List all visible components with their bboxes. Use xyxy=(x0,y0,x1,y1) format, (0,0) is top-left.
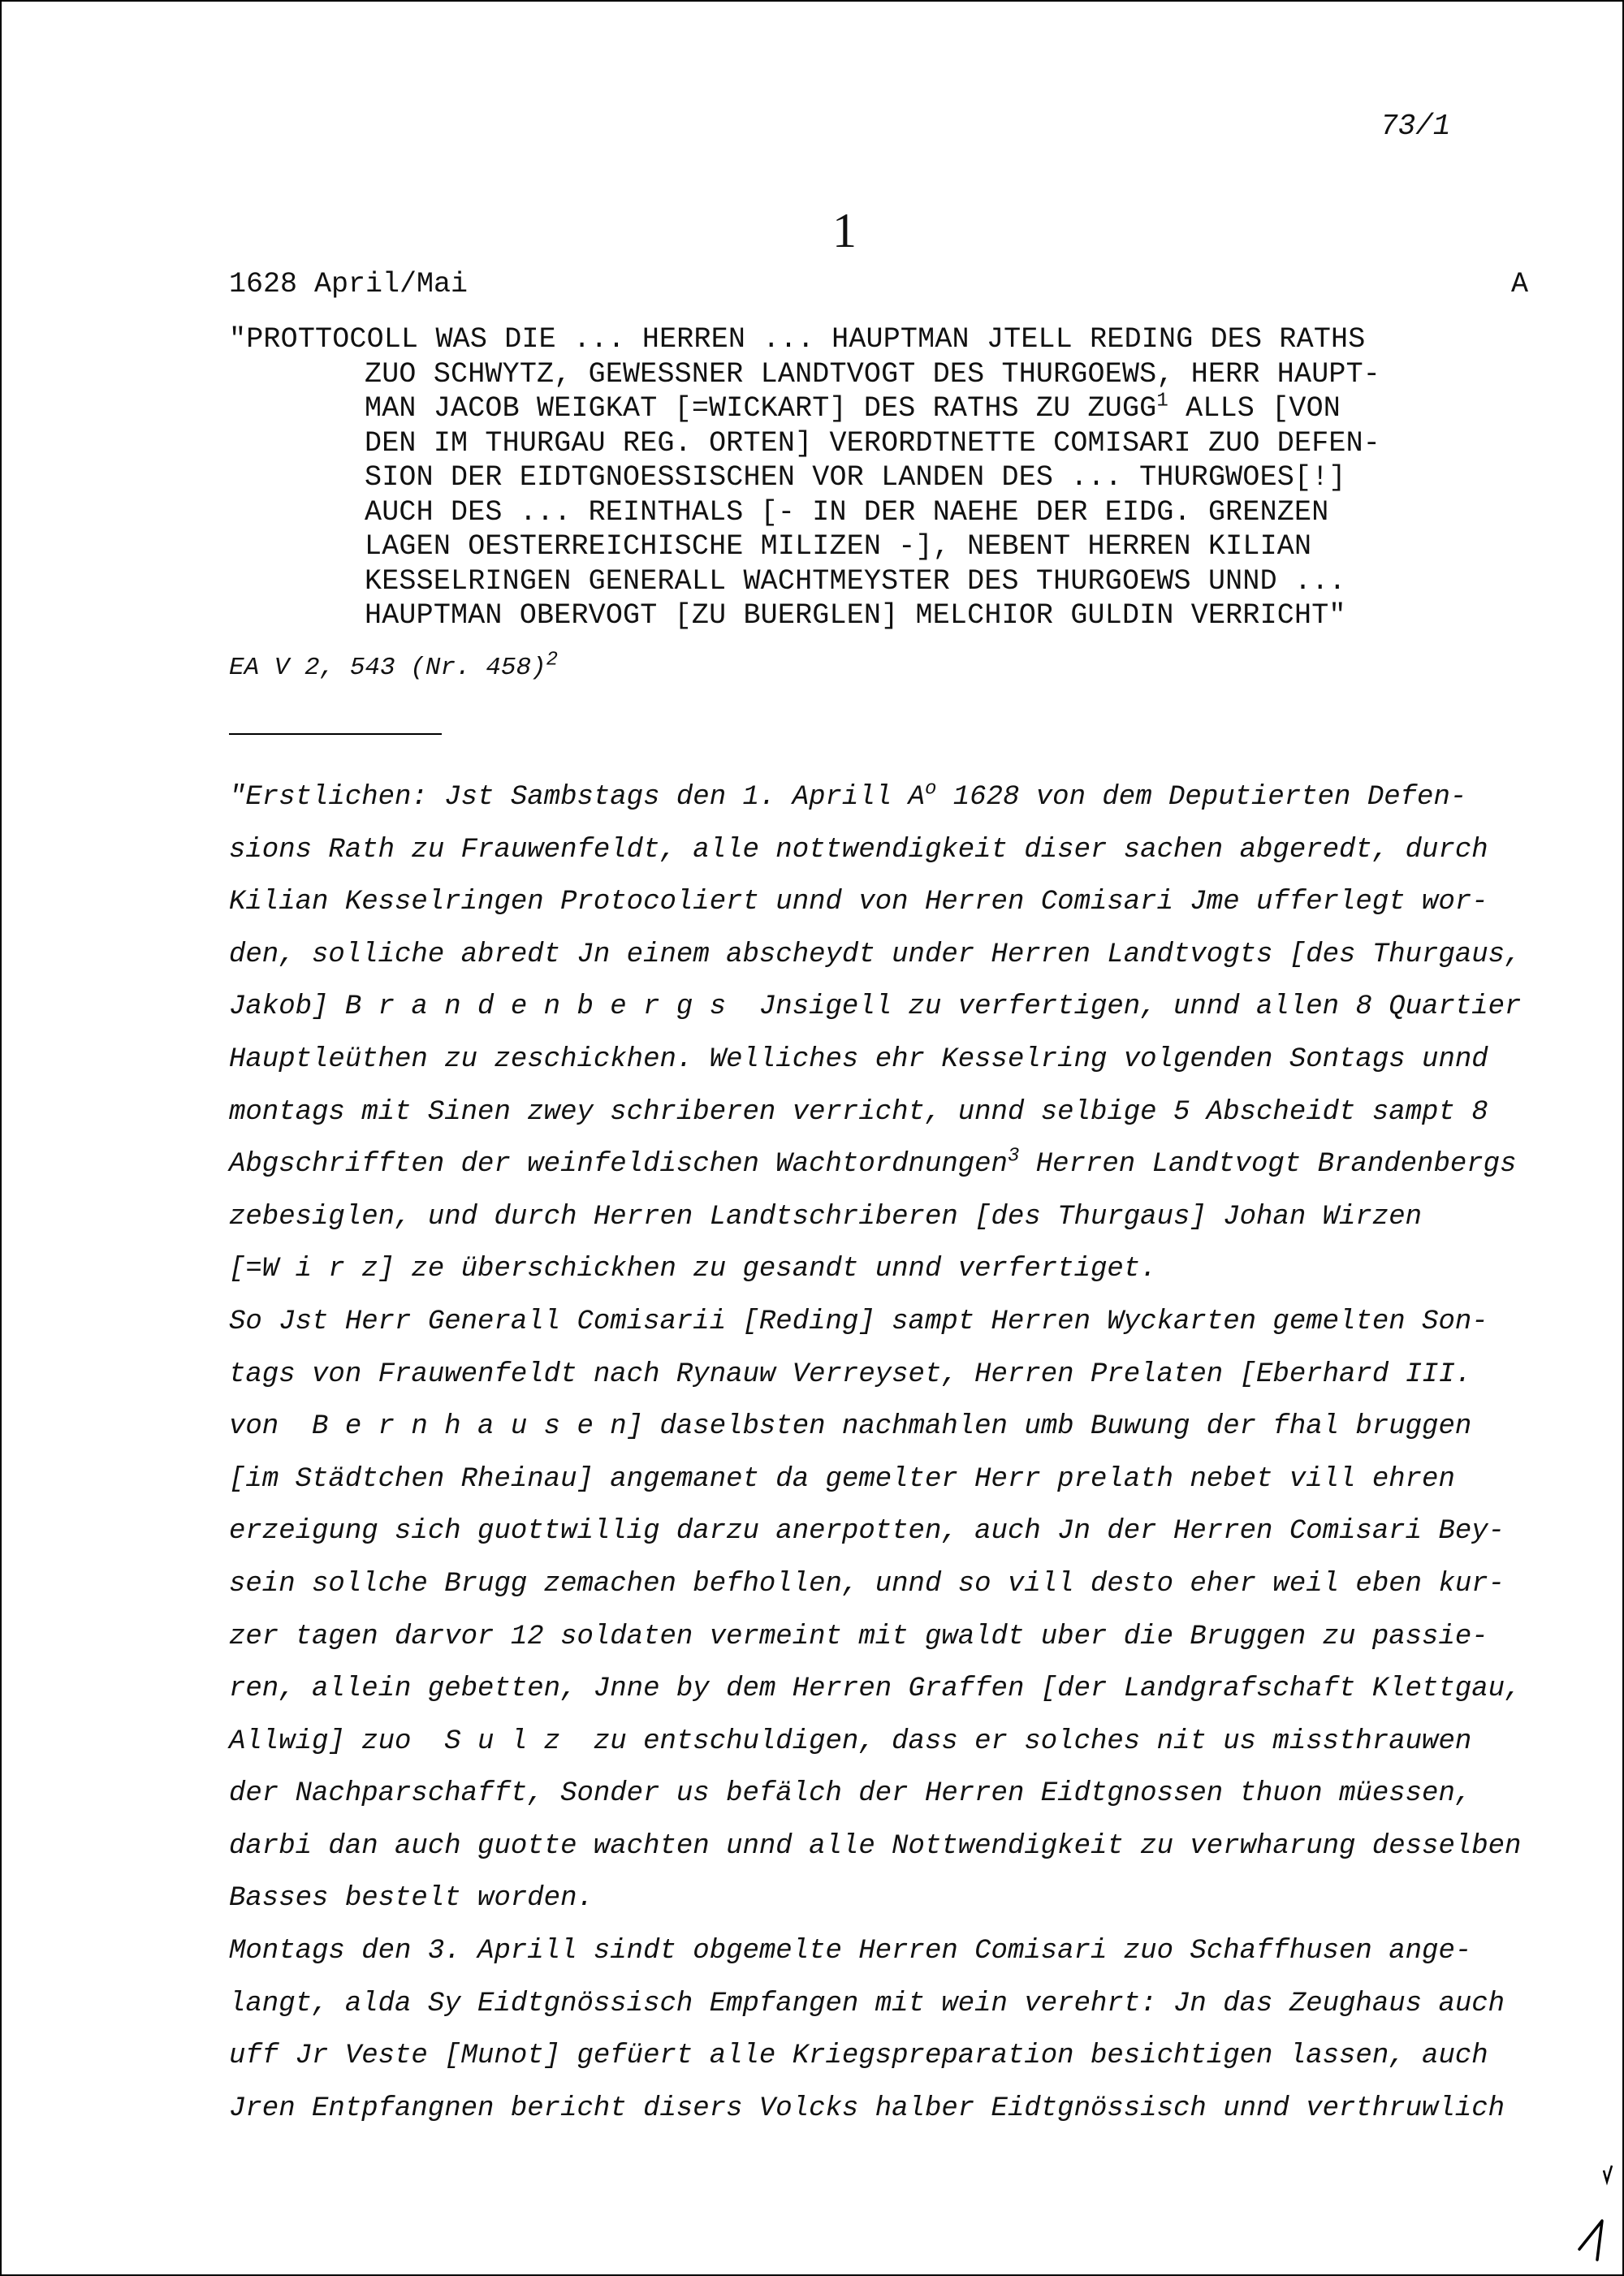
footnote-marker: o xyxy=(924,778,937,801)
footnote-marker: 3 xyxy=(1007,1145,1020,1168)
line-text-continued: Herren Landtvogt Brandenbergs xyxy=(1019,1149,1517,1181)
line-text: LAGEN OESTERREICHISCHE MILIZEN -], NEBENT HERREN KILIAN xyxy=(365,530,1312,563)
body-line xyxy=(229,1191,1521,1244)
body-line xyxy=(229,1611,1521,1664)
line-text: KESSELRINGEN GENERALL WACHTMEYSTER DES THURGOEWS UNND ... xyxy=(365,564,1346,598)
line-text: Kilian Kesselringen Protocoliert unnd von Herren Comisari Jme ufferlegt wor- xyxy=(229,887,1488,918)
body-line xyxy=(229,1768,1521,1820)
line-text: montags mit Sinen zwey schriberen verricht, unnd selbige 5 Abscheidt sampt 8 xyxy=(229,1096,1488,1128)
body-line xyxy=(229,1663,1521,1716)
handwritten-checkmark-icon xyxy=(1571,2164,1620,2261)
body-line xyxy=(229,981,1521,1034)
line-text: Jakob] B r a n d e n b e r g s Jnsigell zu verfertigen, unnd allen 8 Quartier xyxy=(229,991,1522,1023)
document-title xyxy=(229,322,1380,633)
body-line xyxy=(229,1978,1521,2031)
page-reference: 73/1 xyxy=(1380,110,1451,143)
line-text: darbi dan auch guotte wachten unnd alle Nottwendigkeit zu verwharung desselben xyxy=(229,1830,1522,1862)
document-number: 1 xyxy=(832,204,857,257)
document-grade: A xyxy=(1510,268,1528,300)
footnote-marker: 1 xyxy=(1156,390,1168,412)
body-text xyxy=(229,771,1521,2135)
body-line xyxy=(229,1820,1521,1873)
title-line xyxy=(229,495,1380,530)
line-text: Hauptleüthen zu zeschickhen. Welliches ehr Kesselring volgenden Sontags unnd xyxy=(229,1043,1488,1075)
body-line xyxy=(229,1401,1521,1453)
line-text: [=W i r z] ze überschickhen zu gesandt unnd verfertiget. xyxy=(229,1254,1157,1285)
body-line xyxy=(229,1716,1521,1769)
line-text: SION DER EIDTGNOESSISCHEN VOR LANDEN DES ... THURGWOES[!] xyxy=(365,461,1346,494)
source-text: EA V 2, 543 (Nr. 458) xyxy=(229,654,546,682)
body-line xyxy=(229,824,1521,877)
line-text: sions Rath zu Frauwenfeldt, alle nottwendigkeit diser sachen abgeredt, durch xyxy=(229,834,1488,866)
line-text: Jren Entpfangnen bericht disers Volcks halber Eidtgnössisch unnd verthruwlich xyxy=(229,2092,1505,2124)
body-line xyxy=(229,1034,1521,1086)
line-text: den, solliche abredt Jn einem abscheydt under Herren Landtvogts [des Thurgaus, xyxy=(229,939,1522,970)
line-text: langt, alda Sy Eidtgnössisch Empfangen mit wein verehrt: Jn das Zeughaus auch xyxy=(229,1988,1505,2019)
body-line xyxy=(229,2030,1521,2083)
line-text: ZUO SCHWYTZ, GEWESSNER LANDTVOGT DES THURGOEWS, HERR HAUPT- xyxy=(365,357,1381,391)
line-text: "Erstlichen: Jst Sambstags den 1. Aprill A xyxy=(229,782,925,813)
line-text: der Nachparschafft, Sonder us befälch der Herren Eidtgnossen thuon müessen, xyxy=(229,1778,1472,1810)
line-text: tags von Frauwenfeldt nach Rynauw Verreyset, Herren Prelaten [Eberhard III. xyxy=(229,1358,1472,1390)
body-line xyxy=(229,1086,1521,1139)
title-line xyxy=(229,460,1380,495)
body-line xyxy=(229,1925,1521,1978)
body-line xyxy=(229,1558,1521,1611)
line-text: HAUPTMAN OBERVOGT [ZU BUERGLEN] MELCHIOR GULDIN VERRICHT" xyxy=(365,599,1346,632)
line-text: uff Jr Veste [Munot] gefüert alle Kriegspreparation besichtigen lassen, auch xyxy=(229,2041,1488,2072)
title-line xyxy=(229,357,1380,392)
body-line xyxy=(229,929,1521,982)
title-line xyxy=(229,322,1380,357)
line-text: Allwig] zuo S u l z zu entschuldigen, dass er solches nit us missthrauwen xyxy=(229,1725,1472,1757)
body-line xyxy=(229,1872,1521,1925)
source-reference xyxy=(229,649,559,682)
title-line xyxy=(229,564,1380,599)
line-text: sein sollche Brugg zemachen befhollen, unnd so vill desto eher weil eben kur- xyxy=(229,1568,1505,1600)
divider-line xyxy=(229,733,442,735)
title-line xyxy=(229,529,1380,564)
line-text: zer tagen darvor 12 soldaten vermeint mit gwaldt uber die Bruggen zu passie- xyxy=(229,1621,1488,1652)
line-text: zebesiglen, und durch Herren Landtschriberen [des Thurgaus] Johan Wirzen xyxy=(229,1201,1423,1233)
source-footnote-marker: 2 xyxy=(546,649,559,672)
title-line xyxy=(229,598,1380,633)
line-text-continued: ALLS [VON xyxy=(1168,392,1341,425)
body-line xyxy=(229,1296,1521,1349)
body-line xyxy=(229,1349,1521,1401)
line-text: von B e r n h a u s e n] daselbsten nachmahlen umb Buwung der fhal bruggen xyxy=(229,1411,1472,1443)
body-line xyxy=(229,771,1521,824)
body-line xyxy=(229,2083,1521,2136)
line-text: Basses bestelt worden. xyxy=(229,1883,594,1915)
line-text: Abgschrifften der weinfeldischen Wachtordnungen xyxy=(229,1149,1008,1181)
line-text: [im Städtchen Rheinau] angemanet da gemelter Herr prelath nebet vill ehren xyxy=(229,1463,1455,1495)
line-text: AUCH DES ... REINTHALS [- IN DER NAEHE DER EIDG. GRENZEN xyxy=(365,495,1329,529)
document-date: 1628 April/Mai xyxy=(229,268,469,300)
line-text: DEN IM THURGAU REG. ORTEN] VERORDTNETTE COMISARI ZUO DEFEN- xyxy=(365,426,1381,460)
line-text-continued: 1628 von dem Deputierten Defen- xyxy=(936,782,1467,813)
line-text: Montags den 3. Aprill sindt obgemelte Herren Comisari zuo Schaffhusen ange- xyxy=(229,1936,1472,1967)
line-text: "PROTTOCOLL WAS DIE ... HERREN ... HAUPTMAN JTELL REDING DES RATHS xyxy=(229,323,1366,356)
title-line xyxy=(229,391,1380,426)
line-text: MAN JACOB WEIGKAT [=WICKART] DES RATHS ZU ZUGG xyxy=(365,392,1157,425)
date-line xyxy=(229,268,1528,300)
body-line xyxy=(229,1138,1521,1191)
body-line xyxy=(229,1243,1521,1296)
line-text: ren, allein gebetten, Jnne by dem Herren Graffen [der Landgrafschaft Klettgau, xyxy=(229,1674,1522,1705)
body-line xyxy=(229,1505,1521,1558)
body-line xyxy=(229,876,1521,929)
body-line xyxy=(229,1453,1521,1506)
line-text: So Jst Herr Generall Comisarii [Reding] sampt Herren Wyckarten gemelten Son- xyxy=(229,1306,1488,1337)
line-text: erzeigung sich guottwillig darzu anerpotten, auch Jn der Herren Comisari Bey- xyxy=(229,1516,1505,1548)
title-line xyxy=(229,426,1380,461)
